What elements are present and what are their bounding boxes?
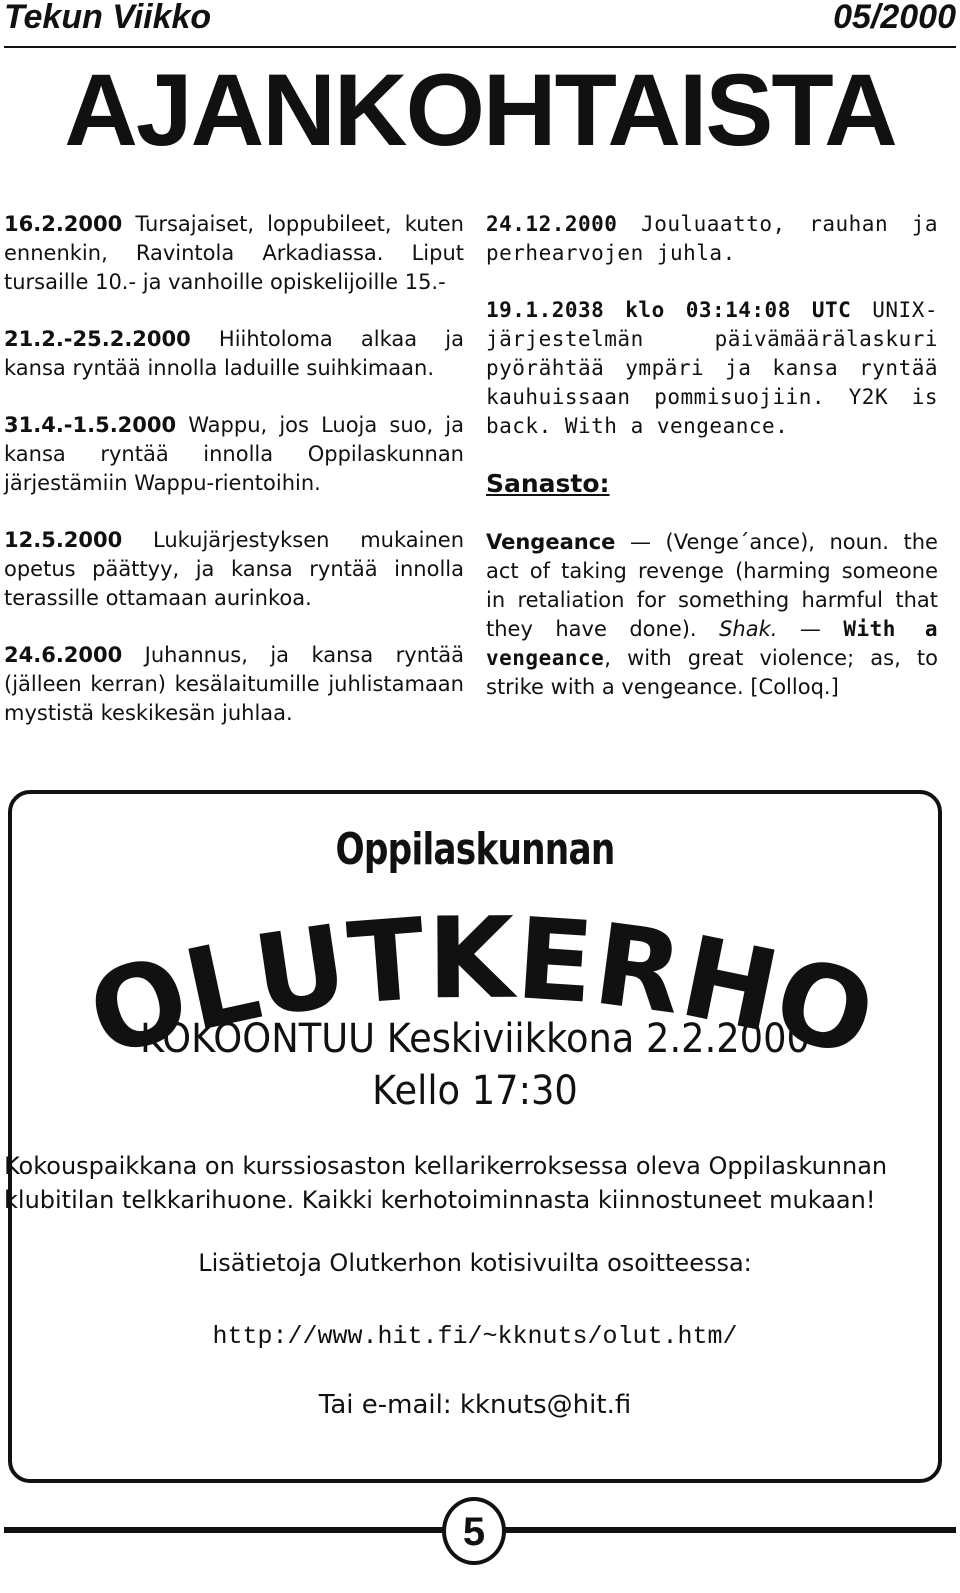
ad-url-link[interactable]: http://www.hit.fi/~kknuts/olut.htm/ <box>212 1322 738 1351</box>
page-title: AJANKOHTAISTA <box>64 53 896 167</box>
event-date: 12.5.2000 <box>4 528 123 552</box>
glossary-dash2: — <box>799 617 821 641</box>
olutkerho-ad <box>4 790 942 1483</box>
ad-more-info: Lisätietoja Olutkerhon kotisivuilta osoitteessa: <box>198 1249 752 1277</box>
event-date: 19.1.2038 klo 03:14:08 UTC <box>486 298 852 322</box>
event-text: Tursajaiset, loppubileet, kuten ennenkin, Ravintola Arkadiassa. Liput tursaille 10.- ja vanhoille opiskelijoille 15.- <box>4 212 464 294</box>
glossary-definition: the act of taking revenge (harming someone in retaliation for something harmful that they have done). <box>486 530 938 641</box>
left-column <box>4 210 464 756</box>
glossary-source: Shak. <box>719 617 778 641</box>
right-column <box>486 210 938 730</box>
event-text: Lukujärjestyksen mukainen opetus päättyy, ja kansa ryntää innolla terassille ottamaan aurinkoa. <box>4 528 464 610</box>
glossary-term: Vengeance <box>486 530 616 554</box>
event-text: Hiihtoloma alkaa ja kansa ryntää innolla laduille suihkimaan. <box>4 327 464 380</box>
glossary-phrase-definition: , with great violence; as, to strike with a vengeance. <box>486 646 938 699</box>
glossary-pronunciation: (Venge´ance), noun. <box>665 530 889 554</box>
event-text: Jouluaatto, rauhan ja perhearvojen juhla. <box>486 212 938 265</box>
ad-email[interactable]: Tai e-mail: kknuts@hit.fi <box>318 1390 632 1420</box>
glossary-entry <box>486 528 938 702</box>
ad-location: Kokouspaikkana on kurssiosaston kellarikerroksessa oleva Oppilaskunnan klubitilan telkkarihuone. Kaikki kerhotoiminnasta kiinnostuneet mukaan! <box>4 1152 888 1214</box>
glossary-dash: — <box>629 530 651 554</box>
event-text: Juhannus, ja kansa ryntää (jälleen kerran) kesälaitumille juhlistamaan mystistä keskikesän juhlaa. <box>4 643 464 725</box>
publication-name: Tekun Viikko <box>4 0 212 36</box>
event-date: 24.6.2000 <box>4 643 123 667</box>
event-item <box>4 325 464 383</box>
event-date: 21.2.-25.2.2000 <box>4 327 191 351</box>
event-date: 24.12.2000 <box>486 212 618 236</box>
page-number: 5 <box>442 1497 506 1565</box>
event-text: UNIX-järjestelmän päivämäärälaskuri pyörähtää ympäri ja kansa ryntää kauhuissaan pommisuojiin. Y2K is back. With a vengeance. <box>486 298 938 438</box>
ad-club-name: OLUTKERHO <box>75 893 888 1084</box>
ad-meeting: KOKOONTUU Keskiviikkona 2.2.2000 <box>140 1016 810 1062</box>
ad-time: Kello 17:30 <box>372 1068 578 1114</box>
glossary-heading: Sanasto: <box>486 469 610 498</box>
glossary-note: [Colloq.] <box>750 675 839 699</box>
glossary-phrase: With a vengeance <box>486 617 939 670</box>
event-date: 16.2.2000 <box>4 212 123 236</box>
event-date: 31.4.-1.5.2000 <box>4 413 177 437</box>
event-item <box>4 411 464 498</box>
ad-org: Oppilaskunnan <box>335 824 615 875</box>
event-item <box>486 296 938 441</box>
event-item <box>4 526 464 613</box>
event-text: Wappu, jos Luoja suo, ja kansa ryntää innolla Oppilaskunnan järjestämiin Wappu-rientoihin. <box>4 413 464 495</box>
event-item <box>4 641 464 728</box>
event-item <box>4 210 464 297</box>
issue-number: 05/2000 <box>833 0 956 36</box>
event-item <box>486 210 938 268</box>
page-header <box>4 0 956 48</box>
